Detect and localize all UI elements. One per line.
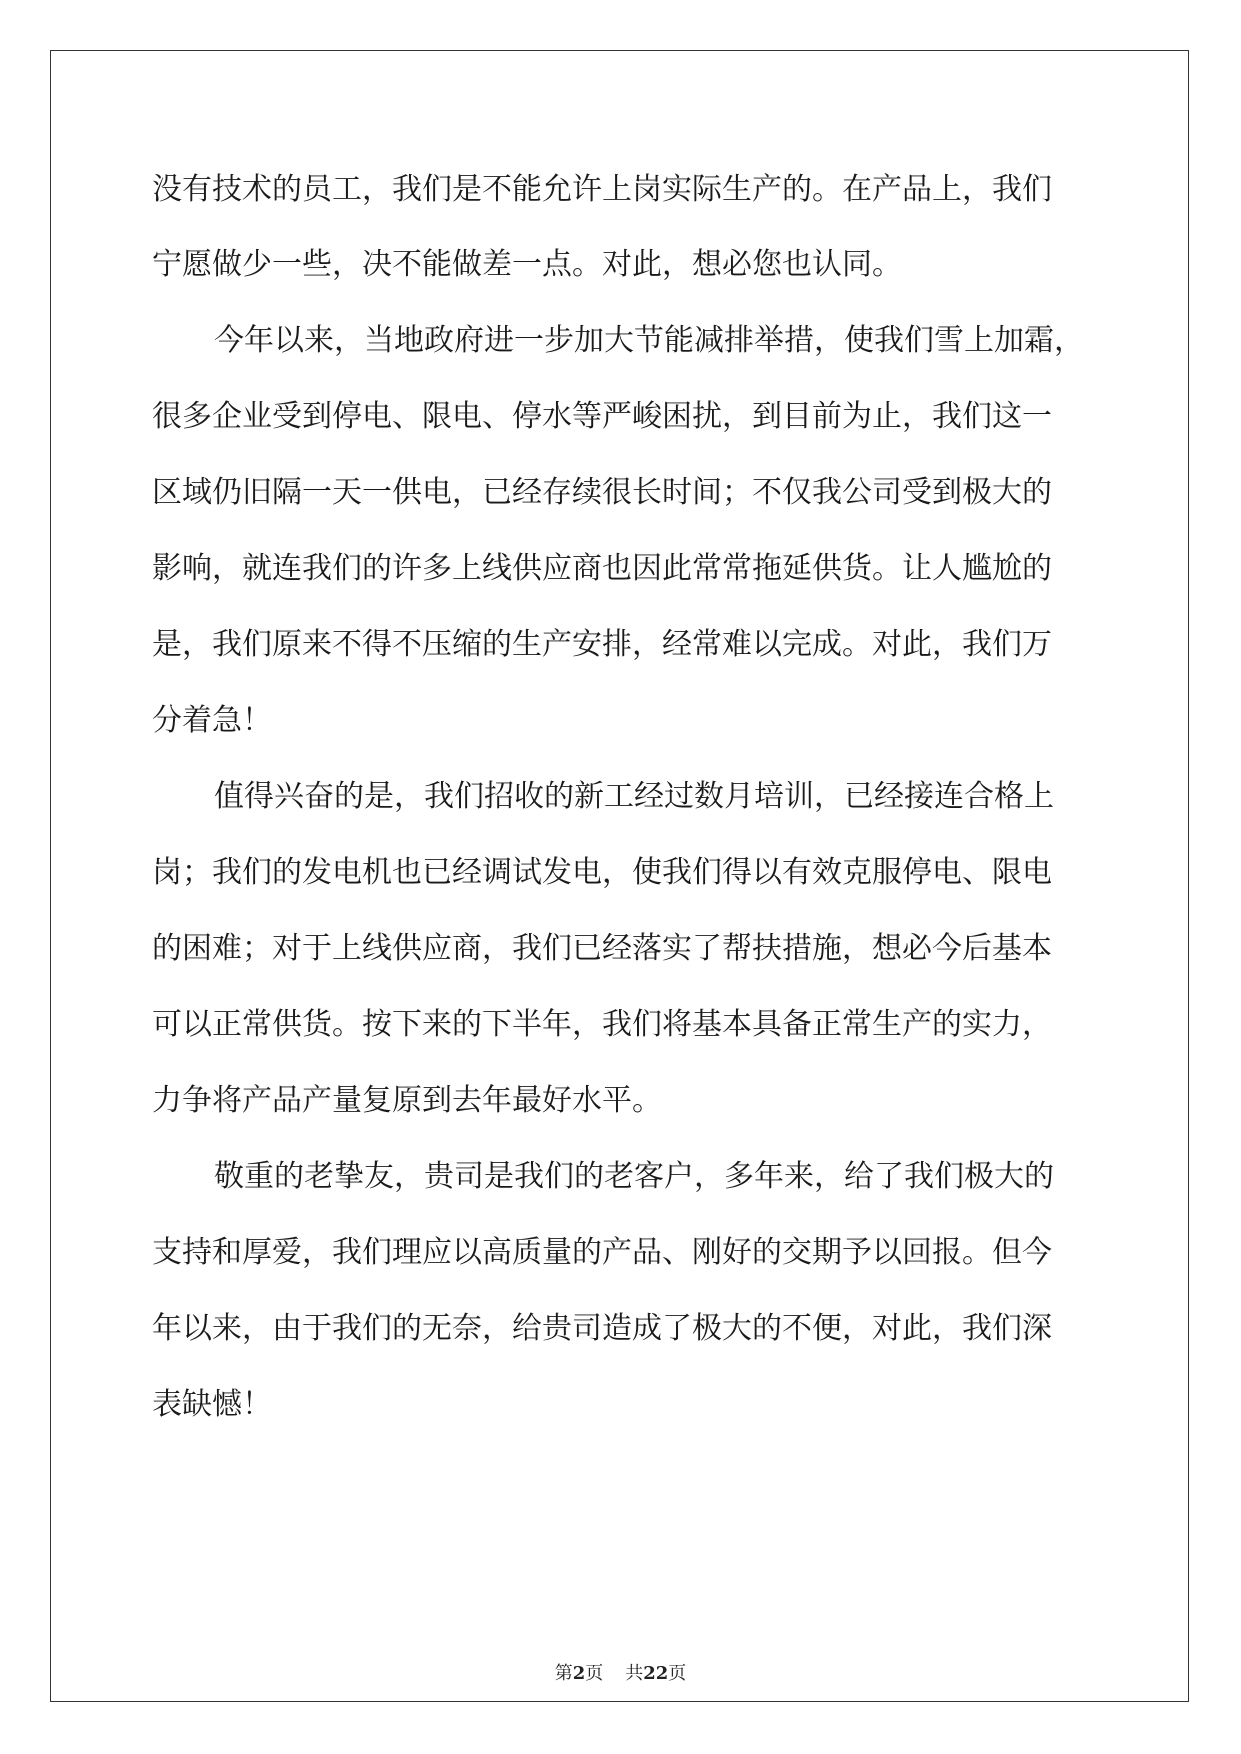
page-prefix: 第: [554, 1663, 573, 1684]
text-line: 是，我们原来不得不压缩的生产安排，经常难以完成。对此，我们万: [152, 627, 1052, 662]
text-line: 宁愿做少一些，决不能做差一点。对此，想必您也认同。: [152, 247, 902, 282]
text-line: 可以正常供货。按下来的下半年，我们将基本具备正常生产的实力，: [152, 1007, 1052, 1042]
text-line: 很多企业受到停电、限电、停水等严峻困扰，到目前为止，我们这一: [152, 399, 1052, 434]
text-line: 分着急！: [152, 703, 272, 738]
text-line: 年以来，由于我们的无奈，给贵司造成了极大的不便，对此，我们深: [152, 1311, 1052, 1346]
page-number: 2: [572, 1663, 586, 1684]
text-line: 支持和厚爱，我们理应以高质量的产品、刚好的交期予以回报。但今: [152, 1235, 1052, 1270]
text-line: 没有技术的员工，我们是不能允许上岗实际生产的。在产品上，我们: [152, 172, 1052, 207]
total-prefix: 共: [625, 1663, 644, 1684]
text-line: 今年以来，当地政府进一步加大节能减排举措，使我们雪上加霜，: [214, 323, 1084, 358]
total-unit: 页: [668, 1663, 687, 1684]
text-line: 影响，就连我们的许多上线供应商也因此常常拖延供货。让人尴尬的: [152, 551, 1052, 586]
text-line: 区域仍旧隔一天一供电，已经存续很长时间；不仅我公司受到极大的: [152, 475, 1052, 510]
text-line: 敬重的老挚友，贵司是我们的老客户，多年来，给了我们极大的: [214, 1159, 1054, 1194]
text-line: 的困难；对于上线供应商，我们已经落实了帮扶措施，想必今后基本: [152, 931, 1052, 966]
text-line: 值得兴奋的是，我们招收的新工经过数月培训，已经接连合格上: [214, 779, 1054, 814]
text-line: 力争将产品产量复原到去年最好水平。: [152, 1083, 662, 1118]
text-line: 岗；我们的发电机也已经调试发电，使我们得以有效克服停电、限电: [152, 855, 1052, 890]
page-footer: [0, 1662, 1241, 1686]
text-line: 表缺憾！: [152, 1387, 272, 1422]
page-unit: 页: [585, 1663, 604, 1684]
total-pages: 22: [643, 1663, 669, 1684]
